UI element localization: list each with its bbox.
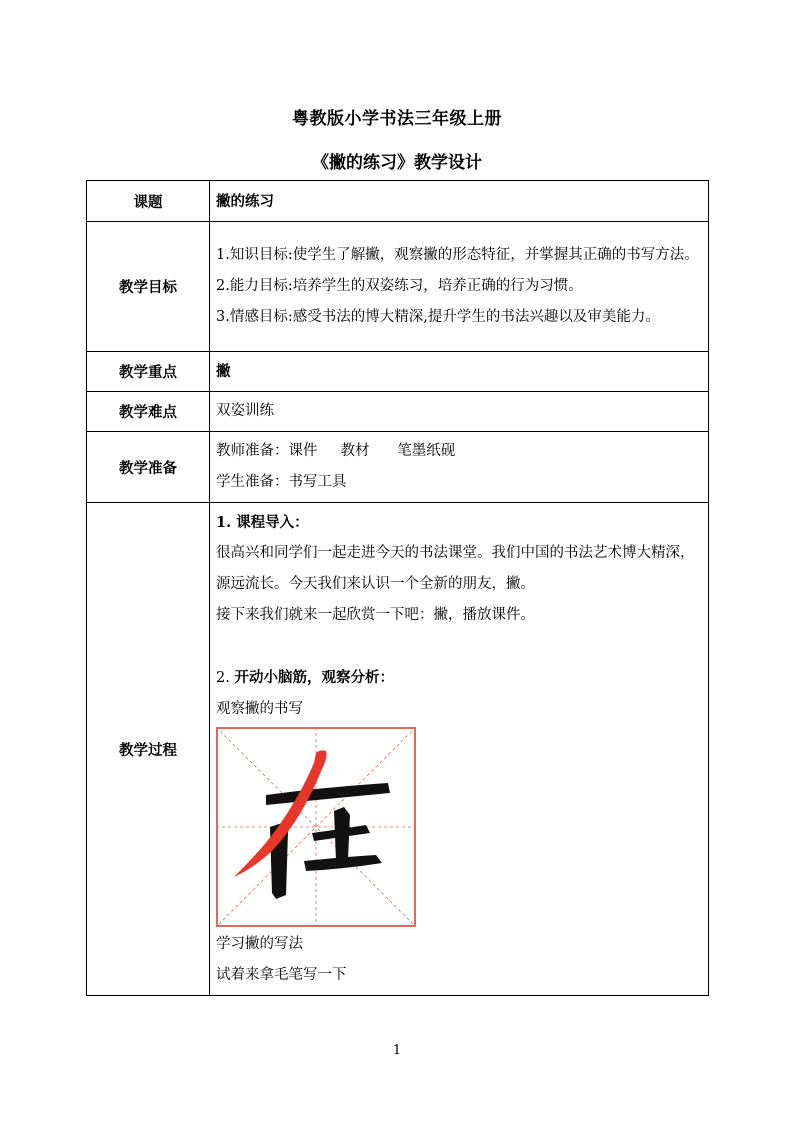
page-number: 1: [392, 1043, 402, 1058]
blank-line: [216, 631, 702, 662]
student-preparation: 学生准备：书写工具: [216, 474, 347, 490]
document-subtitle: 《撇的练习》教学设计: [312, 153, 482, 173]
row-difficulty: [87, 392, 709, 432]
learn-text: 学习撇的写法: [216, 936, 303, 952]
preparation-label: 教学准备: [87, 432, 210, 503]
rice-grid-illustration: [216, 727, 416, 927]
row-preparation: [87, 432, 709, 503]
section2-number: 2.: [216, 670, 230, 686]
difficulty-label: 教学难点: [87, 392, 210, 432]
lesson-plan-table: [86, 180, 709, 996]
try-text: 试着来拿毛笔写一下: [216, 967, 347, 983]
goals-label: 教学目标: [87, 222, 210, 352]
topic-value: 撇的练习: [210, 181, 709, 222]
calligraphy-grid: [216, 727, 416, 927]
row-topic: [87, 181, 709, 222]
section1-text: 接下来我们就来一起欣赏一下吧：撇，播放课件。: [216, 607, 535, 623]
document-title: 粤教版小学书法三年级上册: [292, 109, 502, 129]
process-content: [210, 503, 709, 996]
row-process: [87, 503, 709, 996]
row-key-point: [87, 352, 709, 392]
observe-text: 观察撇的书写: [216, 701, 303, 717]
teacher-preparation: 教师准备：课件 教材 笔墨纸砚: [216, 443, 456, 459]
preparation-content: [210, 432, 709, 503]
difficulty-value: 双姿训练: [210, 392, 709, 432]
topic-label: 课题: [87, 181, 210, 222]
section1-text: 很高兴和同学们一起走进今天的书法课堂。我们中国的书法艺术博大精深，源远流长。今天我们来认识一个全新的朋友，撇。: [216, 545, 695, 592]
goals-content: [210, 222, 709, 352]
char-stroke-vertical: [334, 807, 350, 861]
key-point-label: 教学重点: [87, 352, 210, 392]
key-point-value: 撇: [210, 352, 709, 392]
goal-item: 2.能力目标:培养学生的双姿练习，培养正确的行为习惯。: [216, 278, 583, 294]
section2-heading-line: [216, 662, 702, 694]
row-goals: [87, 222, 709, 352]
section1-heading: 1. 课程导入：: [216, 514, 309, 531]
goal-item: 3.情感目标:感受书法的博大精深,提升学生的书法兴趣以及审美能力。: [216, 309, 660, 325]
process-label: 教学过程: [87, 503, 210, 996]
goal-item: 1.知识目标:使学生了解撇，观察撇的形态特征，并掌握其正确的书写方法。: [216, 247, 699, 263]
section2-heading: 开动小脑筋，观察分析：: [234, 669, 394, 686]
